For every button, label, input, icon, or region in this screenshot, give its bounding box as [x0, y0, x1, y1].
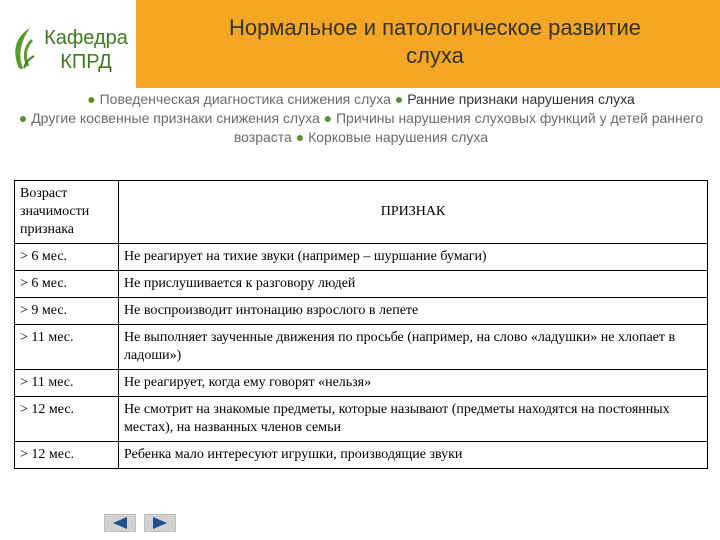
row-age: > 12 мес.: [15, 442, 119, 469]
row-age: > 9 мес.: [15, 298, 119, 325]
row-sign: Не выполняет заученные движения по просьбе (например, на слово «ладушки» не хлопает в ладоши»): [119, 325, 708, 370]
row-sign: Не воспроизводит интонацию взрослого в лепете: [119, 298, 708, 325]
prev-arrow-icon: [113, 517, 127, 529]
next-slide-button[interactable]: [144, 514, 176, 532]
row-age: > 12 мес.: [15, 397, 119, 442]
bullet-icon: ●: [323, 110, 333, 126]
bullet-icon: ●: [394, 91, 404, 107]
table-row: [15, 370, 708, 397]
row-sign: Не смотрит на знакомые предметы, которые называют (предметы находятся на постоянных местах), на названных членов семьи: [119, 397, 708, 442]
row-sign: Ребенка мало интересуют игрушки, производящие звуки: [119, 442, 708, 469]
row-age: > 6 мес.: [15, 244, 119, 271]
row-sign: Не прислушивается к разговору людей: [119, 271, 708, 298]
page-title: [150, 14, 720, 70]
logo: [0, 0, 136, 88]
table-row: [15, 325, 708, 370]
logo-text: [38, 26, 134, 74]
row-age: > 6 мес.: [15, 271, 119, 298]
nav-link-cortical[interactable]: Корковые нарушения слуха: [308, 129, 489, 145]
nav-link-early-signs[interactable]: Ранние признаки нарушения слуха: [407, 91, 635, 107]
nav-link-causes[interactable]: Причины нарушения слуховых функций у детей раннего возраста: [233, 110, 704, 145]
prev-slide-button[interactable]: [104, 514, 136, 532]
table-row: [15, 397, 708, 442]
bullet-icon: ●: [18, 110, 28, 126]
signs-table: [14, 180, 708, 469]
header-age: Возраст значимости признака: [15, 181, 119, 244]
next-arrow-icon: [153, 517, 167, 529]
table-row: [15, 298, 708, 325]
header-sign: ПРИЗНАК: [119, 181, 708, 244]
row-sign: Не реагирует на тихие звуки (например – шуршание бумаги): [119, 244, 708, 271]
table-row: [15, 244, 708, 271]
bullet-icon: ●: [295, 129, 305, 145]
row-sign: Не реагирует, когда ему говорят «нельзя»: [119, 370, 708, 397]
nav-links: [14, 90, 708, 147]
logo-line-1: Кафедра: [44, 27, 128, 49]
table-row: [15, 442, 708, 469]
title-line-2: слуха: [406, 43, 464, 68]
logo-line-2: КПРД: [60, 51, 112, 73]
bullet-icon: ●: [87, 91, 96, 107]
leaf-icon: [10, 26, 36, 72]
nav-link-behavioral[interactable]: Поведенческая диагностика снижения слуха: [99, 91, 391, 107]
table-row: [15, 271, 708, 298]
table-header-row: [15, 181, 708, 244]
row-age: > 11 мес.: [15, 325, 119, 370]
row-age: > 11 мес.: [15, 370, 119, 397]
title-line-1: Нормальное и патологическое развитие: [228, 15, 642, 40]
nav-link-indirect-signs[interactable]: Другие косвенные признаки снижения слуха: [31, 110, 320, 126]
